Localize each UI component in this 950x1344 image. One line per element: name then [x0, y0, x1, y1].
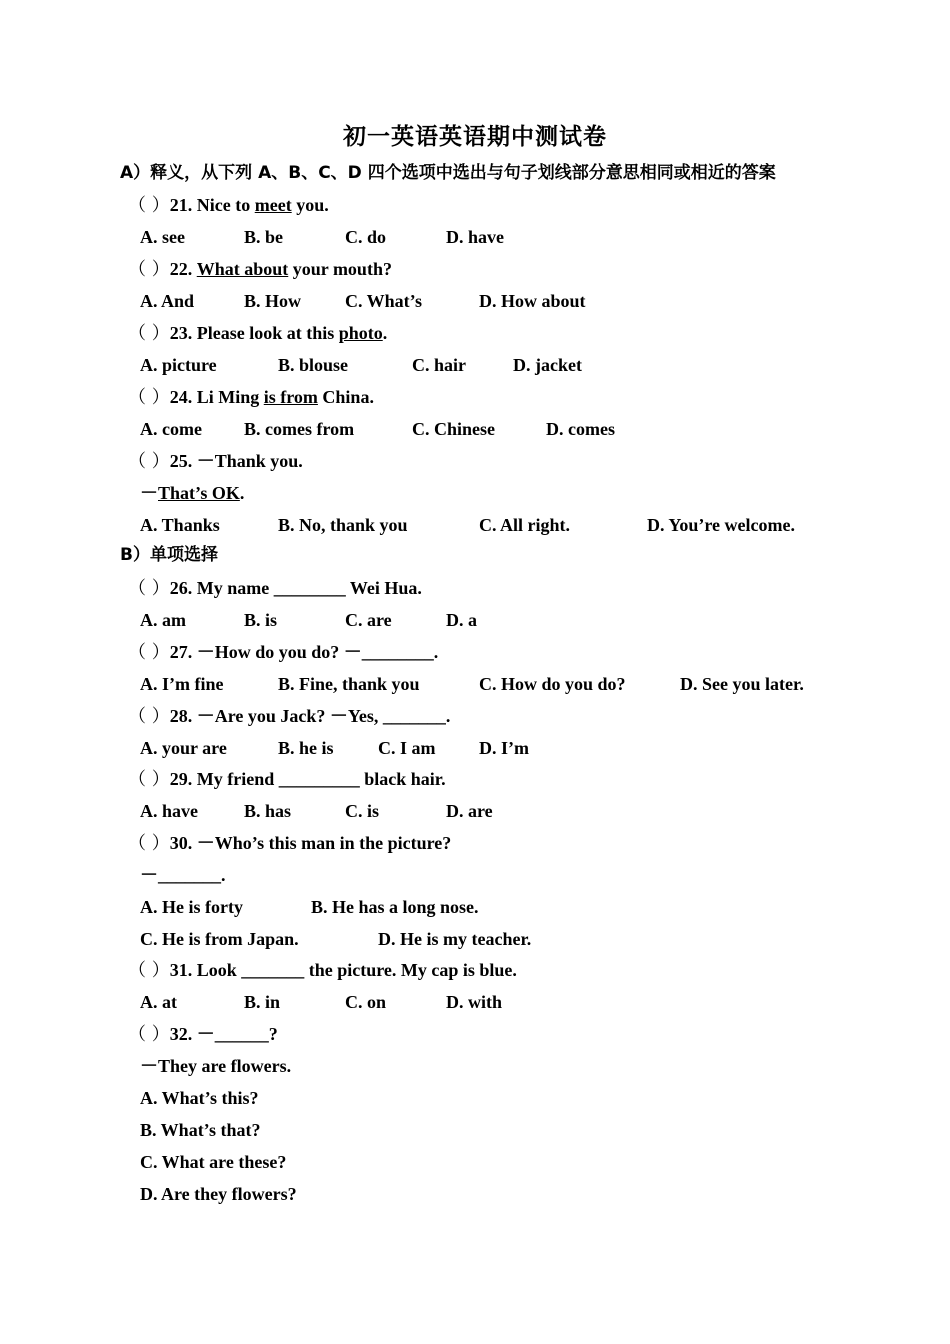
- section-b-heading: B）单项选择: [120, 545, 218, 565]
- option: D. See you later.: [680, 674, 804, 694]
- answer-blank: （ ）: [128, 578, 170, 599]
- option: D. How about: [479, 291, 586, 311]
- option: A. see: [140, 227, 185, 247]
- question-30: （ ）30. －Who’s this man in the picture?: [128, 833, 452, 854]
- answer-blank: （ ）: [128, 769, 170, 790]
- question-24: （ ）24. Li Ming is from China.: [128, 387, 374, 408]
- option: C. hair: [412, 355, 466, 375]
- option: B. is: [244, 610, 278, 630]
- answer-blank: （ ）: [128, 642, 170, 663]
- option: A. What’s this?: [140, 1088, 259, 1108]
- option: C. He is from Japan.: [140, 929, 299, 949]
- question-27: （ ）27. －How do you do? －________.: [128, 642, 439, 663]
- page-title: 初一英语英语期中测试卷: [343, 124, 607, 150]
- option: D. I’m: [479, 738, 529, 758]
- option: B. he is: [278, 738, 334, 758]
- option: C. are: [345, 610, 392, 630]
- option: D. with: [446, 992, 503, 1012]
- section-a-heading: A）释义，从下列 A、B、C、D 四个选项中选出与句子划线部分意思相同或相近的答案: [120, 163, 776, 183]
- underlined-phrase: is from: [263, 387, 318, 407]
- answer-blank: （ ）: [128, 960, 170, 981]
- option: C. I am: [378, 738, 436, 758]
- option: B. blouse: [278, 355, 349, 375]
- option: B. in: [244, 992, 281, 1012]
- question-31: （ ）31. Look _______ the picture. My cap is blue.: [128, 960, 517, 981]
- option: A. am: [140, 610, 186, 630]
- option: C. What’s: [345, 291, 423, 311]
- underlined-phrase: meet: [254, 195, 292, 215]
- option: C. Chinese: [412, 419, 496, 439]
- option: A. your are: [140, 738, 227, 758]
- question-30-reply: －_______.: [140, 865, 226, 885]
- option: C. on: [345, 992, 387, 1012]
- option: B. What’s that?: [140, 1120, 261, 1140]
- option: B. be: [244, 227, 284, 247]
- question-25: （ ）25. －Thank you.: [128, 451, 303, 472]
- underlined-phrase: What about: [196, 259, 289, 279]
- option: A. Thanks: [140, 515, 220, 535]
- question-21: （ ）21. Nice to meet you.: [128, 195, 329, 216]
- option: A. have: [140, 801, 198, 821]
- question-32-reply: －They are flowers.: [140, 1056, 292, 1076]
- option: D. jacket: [513, 355, 582, 375]
- option: D. You’re welcome.: [647, 515, 795, 535]
- option: D. comes: [546, 419, 615, 439]
- option: A. at: [140, 992, 177, 1012]
- option: D. Are they flowers?: [140, 1184, 297, 1204]
- answer-blank: （ ）: [128, 451, 170, 472]
- option: B. How: [244, 291, 302, 311]
- option: C. How do you do?: [479, 674, 626, 694]
- option: C. What are these?: [140, 1152, 287, 1172]
- answer-blank: （ ）: [128, 833, 170, 854]
- answer-blank: （ ）: [128, 387, 170, 408]
- option: C. is: [345, 801, 380, 821]
- option: B. Fine, thank you: [278, 674, 420, 694]
- option: D. He is my teacher.: [378, 929, 532, 949]
- question-23: （ ）23. Please look at this photo.: [128, 323, 388, 344]
- option: A. I’m fine: [140, 674, 224, 694]
- question-32: （ ）32. －______?: [128, 1024, 278, 1045]
- answer-blank: （ ）: [128, 195, 170, 216]
- answer-blank: （ ）: [128, 1024, 170, 1045]
- question-29: （ ）29. My friend _________ black hair.: [128, 769, 446, 790]
- answer-blank: （ ）: [128, 323, 170, 344]
- option: B. has: [244, 801, 292, 821]
- option: C. All right.: [479, 515, 571, 535]
- question-22: （ ）22. What about your mouth?: [128, 259, 392, 280]
- question-25-reply: －That’s OK.: [140, 483, 245, 503]
- underlined-phrase: photo: [338, 323, 383, 343]
- answer-blank: （ ）: [128, 259, 170, 280]
- question-26: （ ）26. My name ________ Wei Hua.: [128, 578, 422, 599]
- option: B. He has a long nose.: [311, 897, 479, 917]
- option: C. do: [345, 227, 387, 247]
- option: A. come: [140, 419, 202, 439]
- option: D. a: [446, 610, 477, 630]
- option: A. picture: [140, 355, 217, 375]
- option: A. And: [140, 291, 195, 311]
- option: B. comes from: [244, 419, 355, 439]
- question-28: （ ）28. －Are you Jack? －Yes, _______.: [128, 706, 451, 727]
- option: A. He is forty: [140, 897, 243, 917]
- underlined-phrase: That’s OK: [158, 483, 240, 503]
- option: B. No, thank you: [278, 515, 408, 535]
- option: D. have: [446, 227, 504, 247]
- answer-blank: （ ）: [128, 706, 170, 727]
- option: D. are: [446, 801, 493, 821]
